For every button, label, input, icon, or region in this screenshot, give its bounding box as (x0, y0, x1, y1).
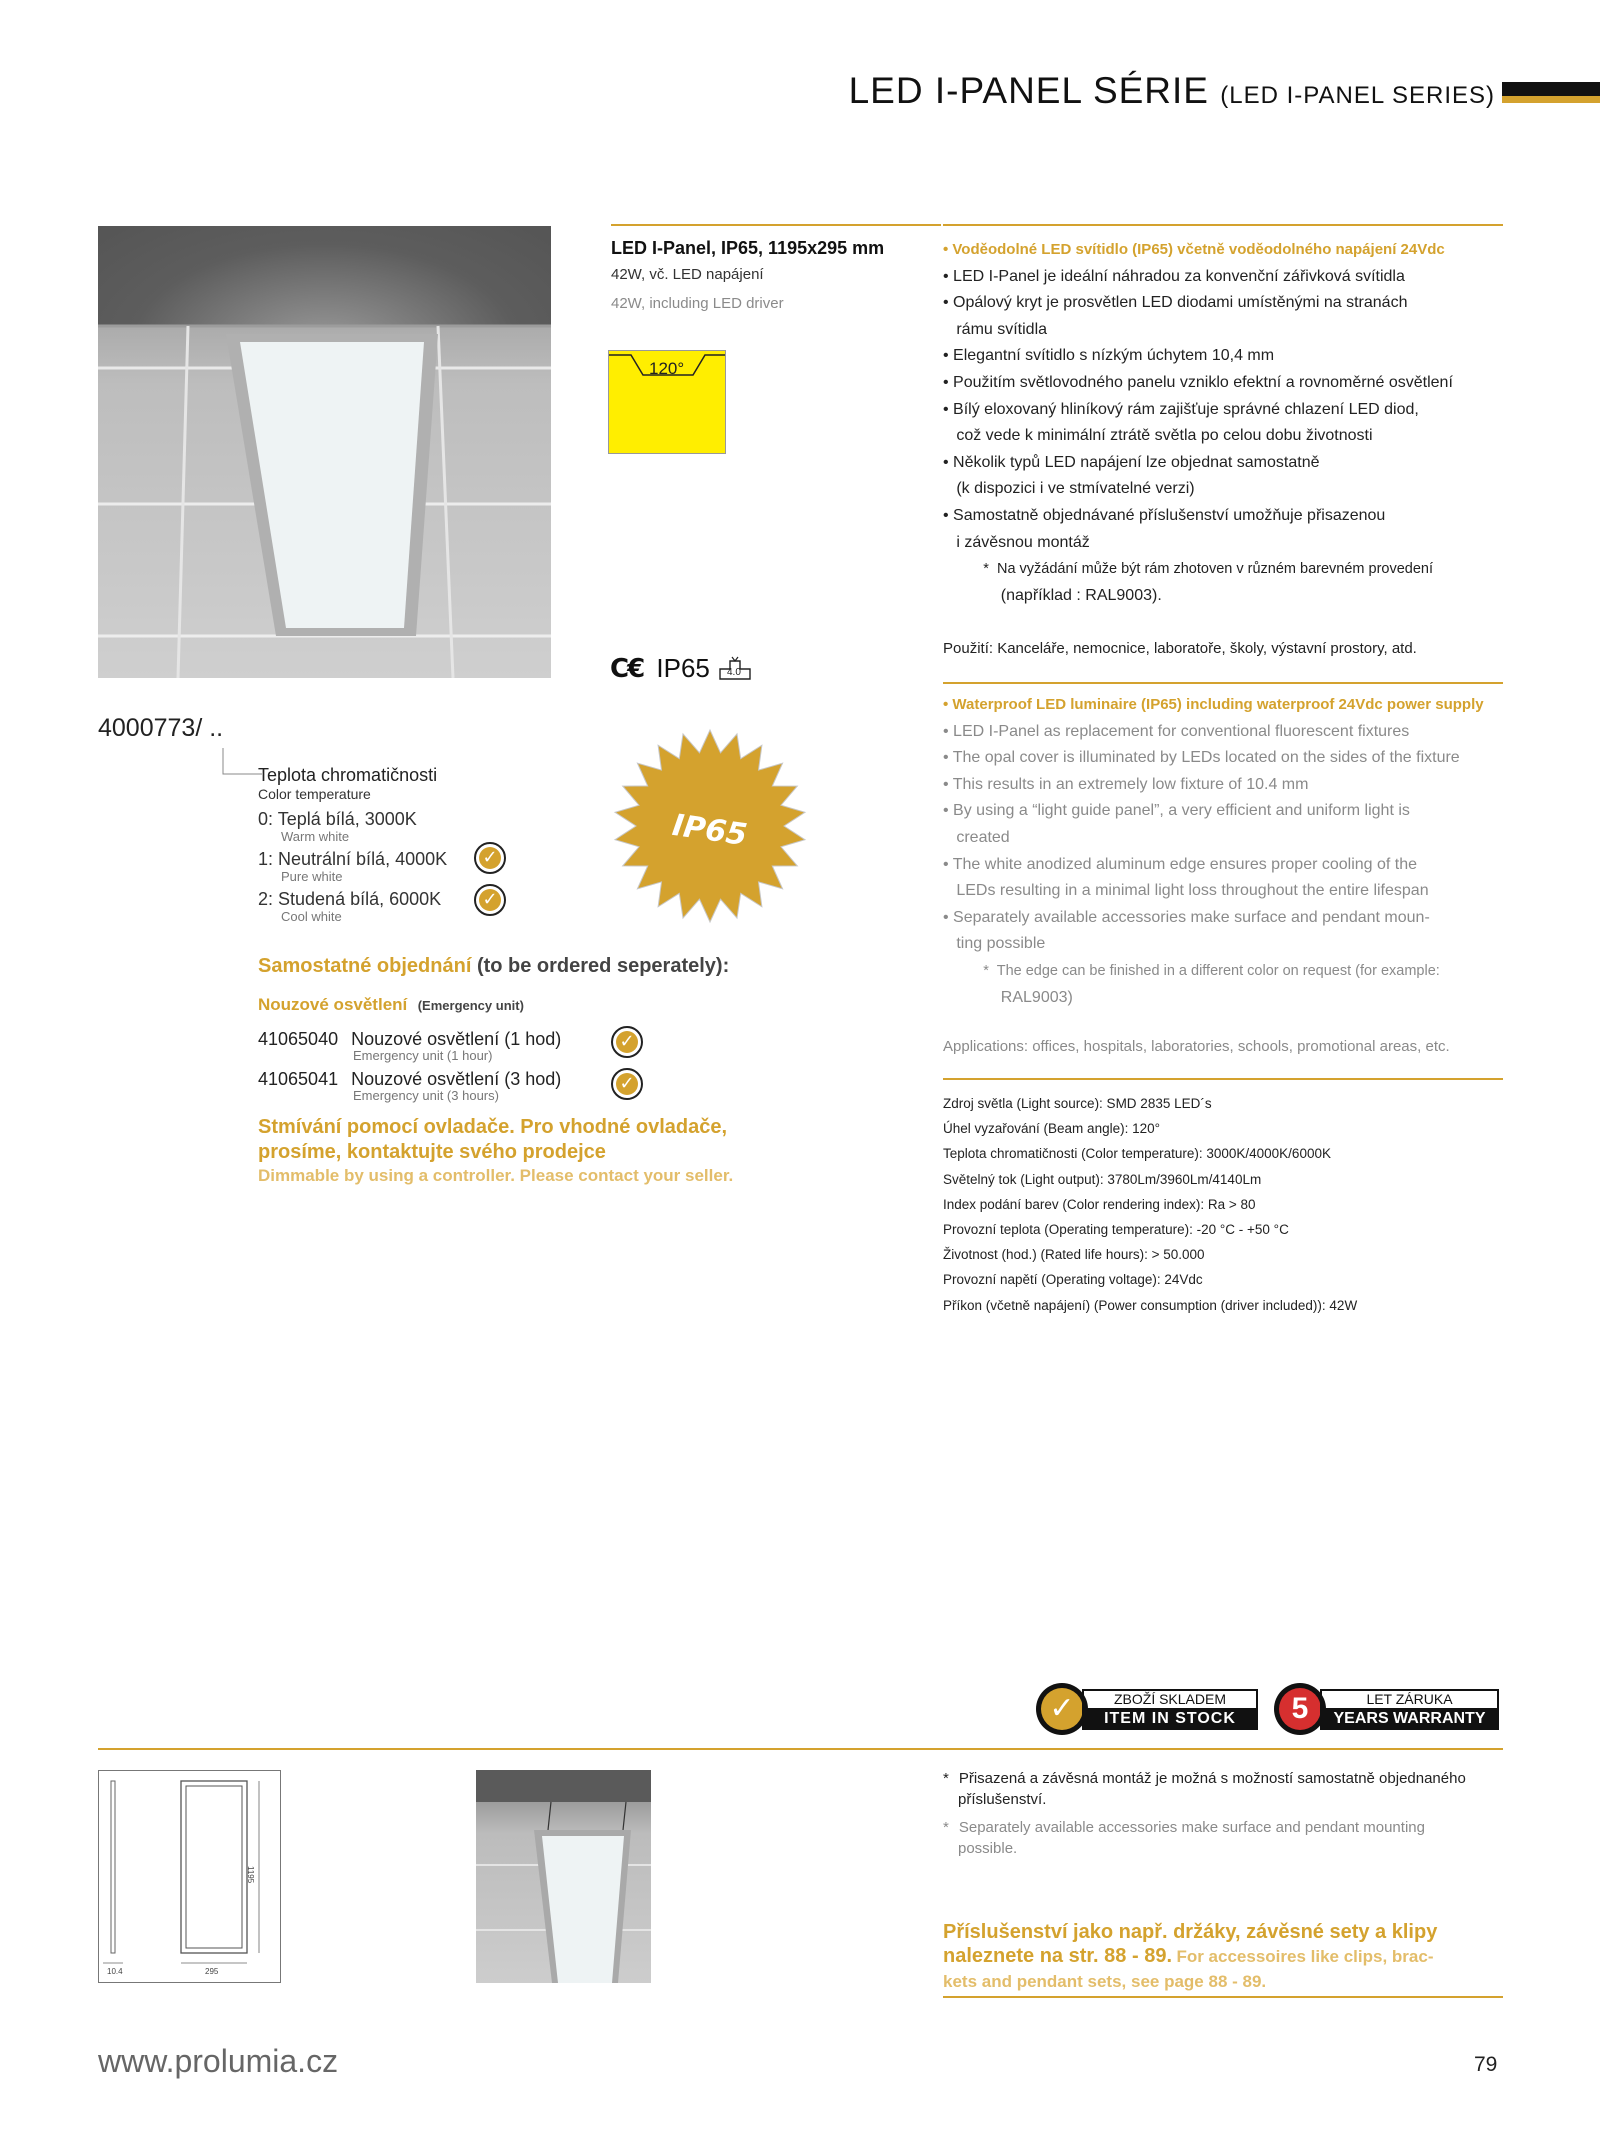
feature-line: LEDs resulting in a minimal light loss throughout the entire lifespan (943, 882, 1429, 900)
emergency-item-en: Emergency unit (1 hour) (353, 1048, 493, 1063)
separately-heading-en: (to be ordered seperately): (476, 955, 730, 977)
feature-line: • Waterproof LED luminaire (IP65) including waterproof 24Vdc power supply (943, 696, 1484, 713)
feature-line: • By using a “light guide panel”, a very efficient and uniform light is (943, 802, 1410, 820)
emergency-item-label: Nouzové osvětlení (1 hod) (351, 1029, 562, 1049)
feature-line: • Elegantní svítidlo s nízkým úchytem 10,4 mm (943, 347, 1275, 365)
feature-line: • Opálový kryt je prosvětlen LED diodami umístěnými na stranách (943, 294, 1408, 312)
dimming-note-cz-line: prosíme, kontaktujte svého prodejce (258, 1141, 606, 1163)
feature-line: ting possible (943, 935, 1046, 953)
emergency-heading (258, 995, 524, 1015)
product-code: 4000773/ .. (98, 714, 224, 742)
feature-line: (k dispozici i ve stmívatelné verzi) (943, 480, 1195, 498)
rule-specs (943, 1078, 1503, 1080)
mounting-note-cz-line: Přisazená a závěsná montáž je možná s možností samostatně objednaného (958, 1770, 1466, 1787)
feature-line: • Samostatně objednávané příslušenství umožňuje přisazenou (943, 506, 1386, 524)
spec-line: Teplota chromatičnosti (Color temperature): 3000K/4000K/6000K (943, 1146, 1331, 1162)
available-check-icon: ✓ (474, 884, 506, 916)
rule-bottom (98, 1748, 1503, 1750)
ik-rating-icon (718, 655, 752, 681)
spec-line: Životnost (hod.) (Rated life hours): > 50.000 (943, 1247, 1205, 1263)
feature-line: RAL9003) (943, 988, 1073, 1006)
feature-line: což vede k minimální ztrátě světla po celou dobu životnosti (943, 427, 1373, 445)
mounting-note-cz-line: příslušenství. (958, 1791, 1047, 1808)
features-cz (943, 237, 1503, 609)
spec-line: Zdroj světla (Light source): SMD 2835 LED´s (943, 1096, 1212, 1111)
color-temp-option-label: 0: Teplá bílá, 3000K (258, 809, 417, 829)
product-name: LED I-Panel, IP65, 1195x295 mm (611, 238, 885, 258)
ip-rating: IP65 (656, 653, 710, 683)
feature-line: • The white anodized aluminum edge ensures proper cooling of the (943, 855, 1418, 873)
product-photo (98, 226, 551, 678)
dimming-note-en: Dimmable by using a controller. Please contact your seller. (258, 1166, 734, 1185)
color-temp-title: Teplota chromatičnosti (258, 765, 438, 785)
mounting-note-en: * Separately available accessories make surface and pendant mounting possible. (943, 1819, 1425, 1857)
spec-line: Úhel vyzařování (Beam angle): 120° (943, 1121, 1161, 1137)
spec-line: Index podání barev (Color rendering index): Ra > 80 (943, 1196, 1256, 1212)
accessories-note-en: kets and pendant sets, see page 88 - 89. (943, 1972, 1267, 1991)
mounting-note-cz: * Přisazená a závěsná montáž je možná s možností samostatně objednaného příslušenství. (943, 1770, 1466, 1808)
feature-line: i závěsnou montáž (943, 533, 1090, 551)
feature-line: • LED I-Panel je ideální náhradou za konvenční zářivková svítidla (943, 267, 1405, 285)
color-temp-option-1 (258, 849, 447, 884)
color-temp-option-en: Warm white (281, 829, 350, 844)
footer-url[interactable]: www.prolumia.cz (98, 2043, 339, 2079)
page-title-en: (LED I-PANEL SERIES) (1220, 82, 1495, 109)
feature-line: • Několik typů LED napájení lze objednat samostatně (943, 453, 1320, 471)
spec-line: Provozní teplota (Operating temperature): -20 °C - +50 °C (943, 1222, 1289, 1238)
feature-line: * The edge can be finished in a different color on request (for example: (943, 962, 1440, 979)
ce-mark-icon: C€ (610, 654, 644, 684)
page-number: 79 (1474, 2053, 1498, 2076)
separately-heading-cz: Samostatné objednání (258, 955, 472, 977)
stock-badge-cz: ZBOŽÍ SKLADEM (1082, 1689, 1258, 1708)
usage-cz: Použití: Kanceláře, nemocnice, laboratoře, školy, výstavní prostory, atd. (943, 640, 1417, 657)
feature-line: (například : RAL9003). (943, 586, 1162, 604)
specifications (943, 1091, 1357, 1318)
separately-heading (258, 955, 729, 978)
ik-rating-value: 4.0 (727, 667, 741, 678)
item-in-stock-badge (1036, 1683, 1258, 1735)
feature-line: • LED I-Panel as replacement for conventional fluorescent fixtures (943, 722, 1410, 740)
product-sub-en: 42W, including LED driver (611, 295, 784, 312)
rule-product (611, 224, 941, 226)
dimming-note-cz (258, 1115, 727, 1165)
page-title-cz: LED I-PANEL SÉRIE (848, 70, 1209, 111)
warranty-badge (1274, 1683, 1499, 1735)
pendant-photo (476, 1770, 651, 1983)
color-temp-option-0 (258, 809, 417, 844)
feature-line: * Na vyžádání může být rám zhotoven v různém barevném provedení (943, 561, 1434, 578)
feature-line: • Voděodolné LED svítidlo (IP65) včetně voděodolného napájení 24Vdc (943, 241, 1445, 258)
warranty-circle-icon (1274, 1683, 1326, 1735)
ip65-starburst-icon (612, 728, 808, 924)
emergency-item-code: 41065041 (258, 1069, 339, 1089)
warranty-badge-cz: LET ZÁRUKA (1320, 1689, 1499, 1708)
available-check-icon: ✓ (611, 1026, 643, 1058)
warranty-number: 5 (1279, 1688, 1321, 1730)
dimension-depth: 10.4 (107, 1967, 123, 1976)
feature-line: created (943, 828, 1010, 846)
rule-features-en (943, 682, 1503, 684)
emergency-item-1 (258, 1029, 561, 1063)
stock-badge-en: ITEM IN STOCK (1082, 1708, 1258, 1730)
rule-features (943, 224, 1503, 226)
dimming-note-cz-line: Stmívání pomocí ovladače. Pro vhodné ovladače, (258, 1116, 728, 1138)
color-temp-option-label: 2: Studená bílá, 6000K (258, 889, 442, 909)
dimension-drawing (98, 1770, 281, 1983)
emergency-heading-cz: Nouzové osvětlení (258, 995, 408, 1014)
page-title (849, 70, 1495, 112)
dimension-width: 295 (205, 1967, 219, 1976)
features-en (943, 692, 1503, 1011)
starburst-label: IP65 (670, 807, 750, 854)
feature-line: • Separately available accessories make surface and pendant moun- (943, 908, 1430, 926)
available-check-icon: ✓ (611, 1068, 643, 1100)
header-bar-gold (1502, 96, 1600, 103)
spec-line: Provozní napětí (Operating voltage): 24Vdc (943, 1272, 1203, 1288)
warranty-badge-en: YEARS WARRANTY (1320, 1708, 1499, 1730)
stock-check-icon: ✓ (1036, 1683, 1088, 1735)
feature-line: • Bílý eloxovaný hliníkový rám zajišťuje správné chlazení LED diod, (943, 400, 1419, 418)
certification-marks (610, 653, 710, 684)
accessories-note-en: For accessoires like clips, brac- (1176, 1947, 1434, 1966)
color-temp-option-en: Pure white (281, 869, 343, 884)
spec-line: Příkon (včetně napájení) (Power consumption (driver included)): 42W (943, 1297, 1358, 1313)
beam-angle-icon (608, 350, 726, 454)
product-sub-cz: 42W, vč. LED napájení (611, 266, 764, 283)
mounting-note-en-line: Separately available accessories make surface and pendant mounting (958, 1819, 1425, 1836)
feature-line: • Použitím světlovodného panelu vzniklo efektní a rovnoměrné osvětlení (943, 373, 1453, 391)
emergency-heading-en: (Emergency unit) (417, 998, 524, 1013)
usage-en: Applications: offices, hospitals, laboratories, schools, promotional areas, etc. (943, 1038, 1450, 1055)
rule-accessories (943, 1996, 1503, 1998)
color-temp-option-label: 1: Neutrální bílá, 4000K (258, 849, 448, 869)
color-temp-option-2 (258, 889, 441, 924)
accessories-note (943, 1920, 1437, 1994)
feature-line: • This results in an extremely low fixture of 10.4 mm (943, 775, 1309, 793)
spec-line: Světelný tok (Light output): 3780Lm/3960Lm/4140Lm (943, 1171, 1262, 1187)
emergency-item-2 (258, 1069, 561, 1103)
available-check-icon: ✓ (474, 842, 506, 874)
emergency-item-code: 41065040 (258, 1029, 339, 1049)
beam-angle-label: 120° (649, 359, 685, 378)
emergency-item-label: Nouzové osvětlení (3 hod) (351, 1069, 562, 1089)
accessories-note-cz: naleznete na str. 88 - 89. (943, 1945, 1172, 1967)
code-leader-line (222, 748, 262, 776)
feature-line: • The opal cover is illuminated by LEDs located on the sides of the fixture (943, 749, 1460, 767)
mounting-note-en-line: possible. (958, 1840, 1018, 1857)
header-bar-black (1502, 82, 1600, 97)
color-temp-option-en: Cool white (281, 909, 342, 924)
dimension-height: 1195 (246, 1866, 255, 1884)
color-temp-title-en: Color temperature (258, 786, 371, 802)
accessories-note-cz: Příslušenství jako např. držáky, závěsné sety a klipy (943, 1921, 1438, 1943)
emergency-item-en: Emergency unit (3 hours) (353, 1088, 499, 1103)
feature-line: rámu svítidla (943, 320, 1048, 338)
